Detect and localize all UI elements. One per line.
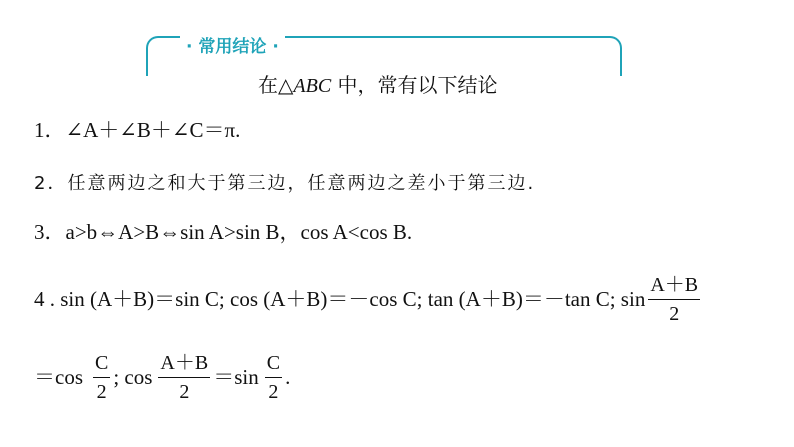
conclusion-item-4 xyxy=(34,270,703,328)
conclusion-item-3: 3．a>b⇔A>B⇔sin A>sin B，cos A<cos B. xyxy=(34,220,413,244)
item5-end: . xyxy=(285,365,291,389)
tag-dot-right: · xyxy=(272,37,279,57)
item4-frac-denominator: 2 xyxy=(669,302,680,325)
item5-frac1-numerator: C xyxy=(95,351,109,374)
item5-eq: ＝sin xyxy=(213,365,259,389)
tag-dot-left: · xyxy=(186,37,193,57)
subtitle-math: ABC xyxy=(293,75,332,97)
item5-mid: ; cos xyxy=(113,365,153,389)
item5-pre: ＝cos xyxy=(34,365,83,389)
tag-label: 常用结论 xyxy=(198,37,267,57)
item5-frac3-numerator: C xyxy=(266,351,281,374)
item5-frac2-denominator: 2 xyxy=(179,380,190,403)
item5-frac2-numerator: A＋B xyxy=(160,351,209,374)
subtitle-pre: 在△ xyxy=(258,73,294,97)
conclusion-item-4-continued xyxy=(34,348,290,406)
section-tag xyxy=(180,36,285,58)
item5-fraction-1 xyxy=(93,351,110,404)
subtitle-post: 中，常有以下结论 xyxy=(331,73,498,97)
item5-fraction-2 xyxy=(158,351,210,404)
item5-frac1-denominator: 2 xyxy=(96,380,107,403)
item5-frac3-denominator: 2 xyxy=(268,380,279,403)
item4-fraction xyxy=(648,273,700,326)
item4-frac-numerator: A＋B xyxy=(650,273,699,296)
conclusion-item-1: 1．∠A＋∠B＋∠C＝π. xyxy=(34,118,241,142)
item5-fraction-3 xyxy=(265,351,282,404)
section-subtitle xyxy=(258,72,498,99)
conclusion-item-2: 2．任意两边之和大于第三边，任意两边之差小于第三边. xyxy=(34,173,536,194)
item4-text: 4 . sin (A＋B)＝sin C; cos (A＋B)＝－cos C; tan (A＋B)＝－tan C; sin xyxy=(34,287,646,311)
